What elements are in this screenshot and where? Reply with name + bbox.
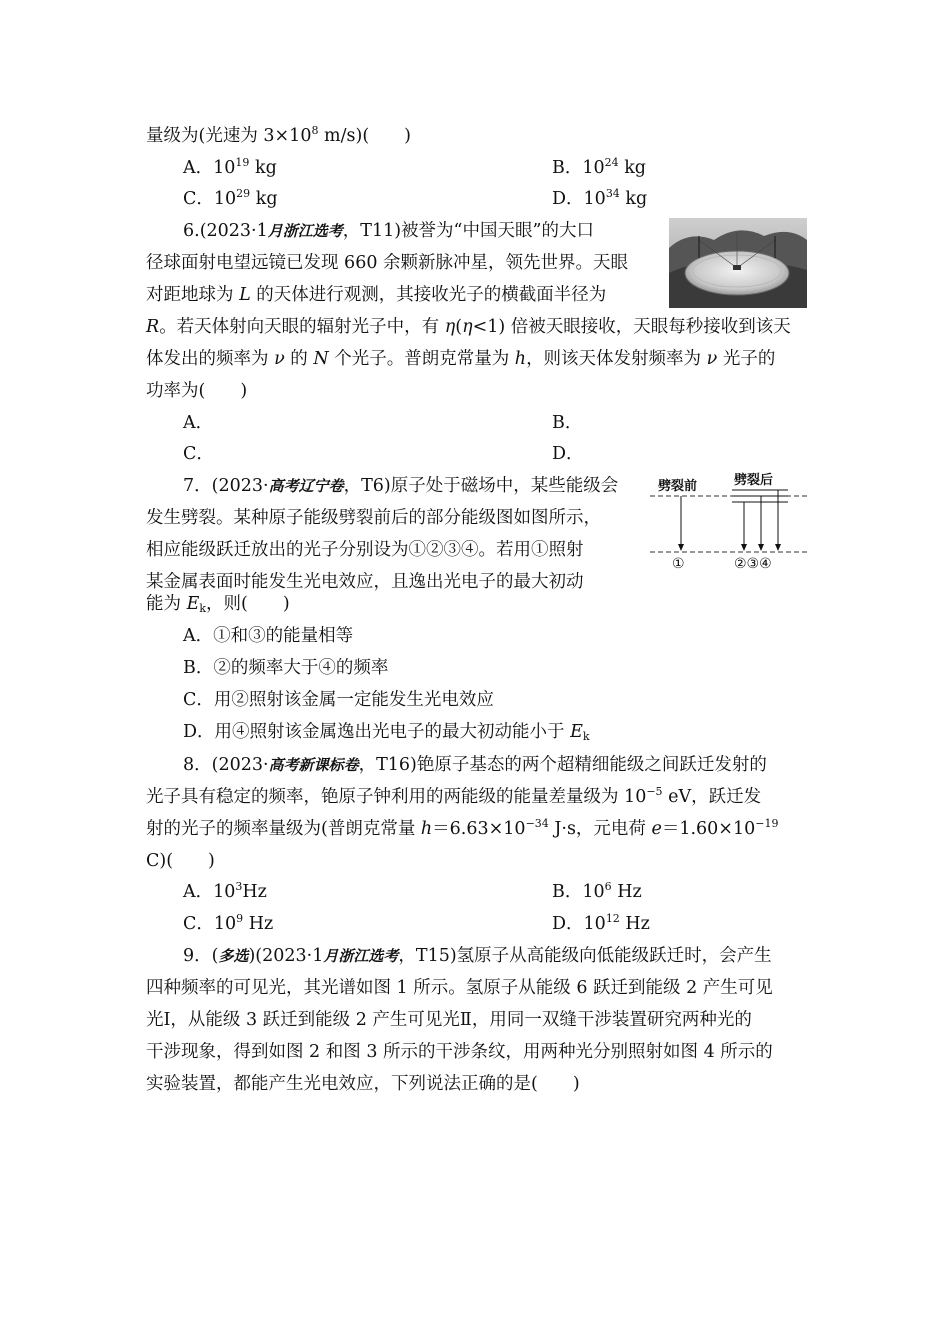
q7-option-b: B．②的频率大于④的频率 [183, 658, 389, 678]
q8-option-a: A．$10^3Hz$ [183, 880, 267, 902]
telescope-photo [669, 218, 807, 308]
q7-line-5: 能为 $E_k$，则( ) [146, 594, 290, 615]
q6-line-4: R。若天体射向天眼的辐射光子中，有 η(η<1) 倍被天眼接收，天眼每秒接收到该天 [146, 317, 791, 337]
q8-option-d: D．$10^{12}$ Hz [552, 912, 650, 934]
q7-option-c: C．用②照射该金属一定能发生光电效应 [183, 690, 494, 710]
q8-line-1: 8．(2023·高考新课标卷，T16)铯原子基态的两个超精细能级之间跃迁发射的 [183, 755, 767, 775]
q8-option-b: B．$10^6$ Hz [552, 880, 642, 902]
q7-line-2: 发生劈裂。某种原子能级劈裂前后的部分能级图如图所示， [146, 508, 601, 528]
q7-line-1: 7．(2023·高考辽宁卷，T6)原子处于磁场中，某些能级会 [183, 476, 619, 496]
q8-option-c: C．$10^9$ Hz [183, 912, 274, 934]
q8-line-3: 射的光子的频率量级为(普朗克常量 $h=6.63\times 10^{-34}$ J·s，元电荷 $e=1.60\times 10^{-19}$ [146, 817, 779, 839]
q9-line-2: 四种频率的可见光，其光谱如图 1 所示。氢原子从能级 6 跃迁到能级 2 产生可见 [146, 978, 773, 998]
q6-line-5: 体发出的频率为 ν 的 N 个光子。普朗克常量为 h，则该天体发射频率为 ν 光子的 [146, 349, 776, 369]
q6-line-6: 功率为( ) [146, 381, 248, 401]
q7-option-d: D．用④照射该金属逸出光电子的最大初动能小于 $E_k$ [183, 722, 590, 743]
q5-option-a: A．$10^{19}$ kg [183, 156, 277, 178]
label-before-split: 劈裂前 [658, 479, 698, 494]
label-photon-1: ① [672, 556, 685, 572]
q5-continuation: 量级为(光速为 $3\times 10^8$ m/s)( ) [146, 124, 411, 146]
q6-option-d: D． [552, 444, 584, 464]
label-after-split: 劈裂后 [734, 473, 774, 488]
q7-line-4: 某金属表面时能发生光电效应，且逸出光电子的最大初动 [146, 572, 584, 592]
q5-option-c: C．$10^{29}$ kg [183, 187, 278, 209]
q6-line-2: 径球面射电望远镜已发现 660 余颗新脉冲星，领先世界。天眼 [146, 253, 629, 273]
q5-option-d: D．$10^{34}$ kg [552, 187, 648, 209]
q9-line-4: 干涉现象，得到如图 2 和图 3 所示的干涉条纹，用两种光分别照射如图 4 所示的 [146, 1042, 773, 1062]
q6-line-3: 对距地球为 L 的天体进行观测，其接收光子的横截面半径为 [146, 285, 607, 305]
q9-line-3: 光Ⅰ，从能级 3 跃迁到能级 2 产生可见光Ⅱ，用同一双缝干涉装置研究两种光的 [146, 1010, 752, 1030]
q6-option-a: A． [183, 413, 214, 433]
q7-option-a: A．①和③的能量相等 [183, 626, 354, 646]
q6-line-1: 6.(2023·1月浙江选考，T11)被誉为“中国天眼”的大口 [183, 221, 594, 241]
q5-option-b: B．$10^{24}$ kg [552, 156, 647, 178]
q7-line-3: 相应能级跃迁放出的光子分别设为①②③④。若用①照射 [146, 540, 584, 560]
q9-line-1: 9．(多选)(2023·1月浙江选考，T15)氢原子从高能级向低能级跃迁时，会产生 [183, 946, 772, 966]
q9-line-5: 实验装置，都能产生光电效应，下列说法正确的是( ) [146, 1074, 580, 1094]
q6-option-c: C． [183, 444, 214, 464]
energy-level-diagram [648, 470, 810, 575]
q6-option-b: B． [552, 413, 583, 433]
q8-line-4: C)( ) [146, 851, 215, 871]
q8-line-2: 光子具有稳定的频率，铯原子钟利用的两能级的能量差量级为 $10^{-5}$ eV，跃迁发 [146, 785, 762, 807]
label-photons-234: ②③④ [734, 556, 772, 572]
